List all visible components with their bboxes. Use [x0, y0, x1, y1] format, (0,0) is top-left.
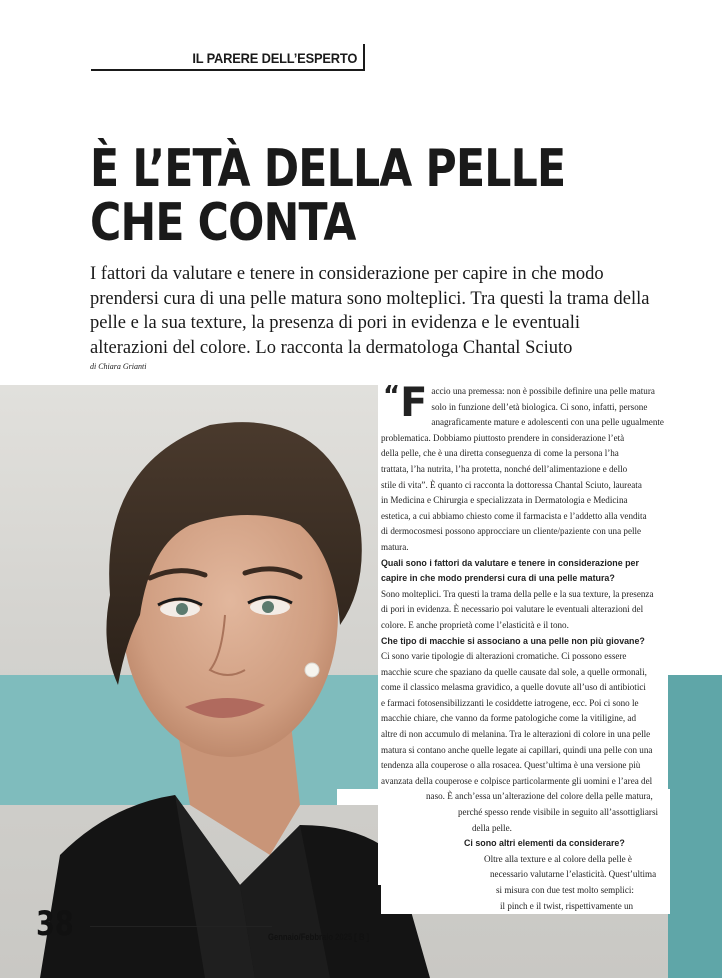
issue-date: Gennaio/Febbraio 2025 [ B ] [268, 932, 370, 942]
question-3: Ci sono altri elementi da considerare? [381, 836, 670, 852]
text-line: perché spesso rende visibile in seguito all’assottigliarsi [381, 805, 670, 821]
teal-side-block [668, 675, 722, 978]
dropcap-quote-mark: “ [383, 381, 401, 411]
question-1: Quali sono i fattori da valutare e tenere in considerazione per [381, 557, 639, 568]
section-label: IL PARERE DELL’ESPERTO [192, 50, 357, 66]
headline-line-2: CHE CONTA [90, 193, 356, 253]
section-header-rule [91, 69, 365, 71]
text-line: il pinch e il twist, rispettivamente un [381, 899, 670, 915]
text-line: anagraficamente mature e adolescenti con una pelle ugualmente [431, 417, 664, 428]
text-line: necessario valutarne l’elasticità. Quest’ultima [381, 867, 670, 883]
text-line: Oltre alla texture e al colore della pelle è [381, 852, 670, 868]
dropcap-letter: F [400, 380, 428, 426]
text-line: della pelle, che è una diretta conseguenza di come la persona l’ha [381, 448, 619, 459]
byline: di Chiara Grianti [90, 362, 147, 371]
text-line: di pori in evidenza. È necessario poi valutare le eventuali alterazioni del [381, 604, 644, 615]
footer-rule [90, 926, 272, 927]
text-line: di dermocosmesi possono approcciare un cliente/paziente con una pelle [381, 526, 642, 537]
text-line: colore. E anche proprietà come l’elasticità e il tono. [381, 619, 569, 630]
text-line: Ci sono varie tipologie di alterazioni cromatiche. Ci possono essere [381, 651, 627, 662]
text-line: estetica, a cui abbiamo chiesto come il farmacista e l’addetto alla vendita [381, 510, 647, 521]
text-line: macchie chiare, che vanno da forme patologiche come la vitiligine, ad [381, 713, 637, 724]
text-line: in Medicina e Chirurgia e specializzata in Dermatologia e Medicina [381, 495, 628, 506]
lead-paragraph: I fattori da valutare e tenere in considerazione per capire in che modo prendersi cura di una pelle matura sono molteplici. Tra questi la trama della pelle e la sua texture, la presenza di pori in evidenza e le eventuali alterazioni del colore. Lo racconta la dermatologa Chantal Sciuto [90, 264, 650, 358]
text-line: Sono molteplici. Tra questi la trama della pelle e la sua texture, la presenza [381, 588, 654, 599]
text-line: altre di non accumulo di melanina. Tra le alterazioni di colore in una pelle [381, 729, 651, 740]
text-line: si misura con due test molto semplici: [381, 883, 670, 899]
text-line: della pelle. [381, 821, 670, 837]
text-line: trattata, l’ha nutrita, l’ha protetta, nonché dell’alimentazione e dello [381, 463, 628, 474]
text-line: problematica. Dobbiamo piuttosto prendere in considerazione l’età [381, 432, 625, 443]
headline-line-1: È L’ETÀ DELLA PELLE [90, 139, 566, 199]
page-number: 38 [36, 904, 74, 944]
text-line: solo in funzione dell’età biologica. Ci sono, infatti, persone [431, 401, 648, 412]
question-2: Che tipo di macchie si associano a una pelle non più giovane? [381, 635, 645, 646]
text-line: naso. È anch’essa un’alterazione del colore della pelle matura, [337, 789, 670, 805]
text-line: avanzata della couperose e colpisce particolarmente gli uomini e l’area del [381, 775, 653, 786]
text-line: stile di vita”. È quanto ci racconta la dottoressa Chantal Sciuto, laureata [381, 479, 642, 490]
headline [90, 139, 582, 253]
paragraph-1-start [385, 384, 670, 431]
paragraph-1-rest [381, 431, 670, 914]
text-line: come il classico melasma gravidico, a quelle dovute all’uso di antibiotici [381, 682, 646, 693]
text-line: accio una premessa: non è possibile definire una pelle matura [431, 386, 655, 396]
dropcap [383, 380, 428, 426]
section-header [91, 44, 365, 71]
text-line: matura si contano anche quelle legate ai capillari, quindi una pelle con una [381, 744, 653, 755]
article-body [381, 380, 670, 914]
text-line: matura. [381, 541, 409, 552]
text-line: macchie scure che spaziano da quelle causate dal sole, a quelle ormonali, [381, 666, 647, 677]
text-line: e farmaci fotosensibilizzanti le cosiddette iatrogene, ecc. Poi ci sono le [381, 697, 639, 708]
section-header-bar [363, 44, 365, 71]
question-1-cont: capire in che modo prendersi cura di una pelle matura? [381, 573, 615, 584]
text-line: tendenza alla couperose o alla rosacea. Quest’ultima è una versione più [381, 760, 641, 771]
